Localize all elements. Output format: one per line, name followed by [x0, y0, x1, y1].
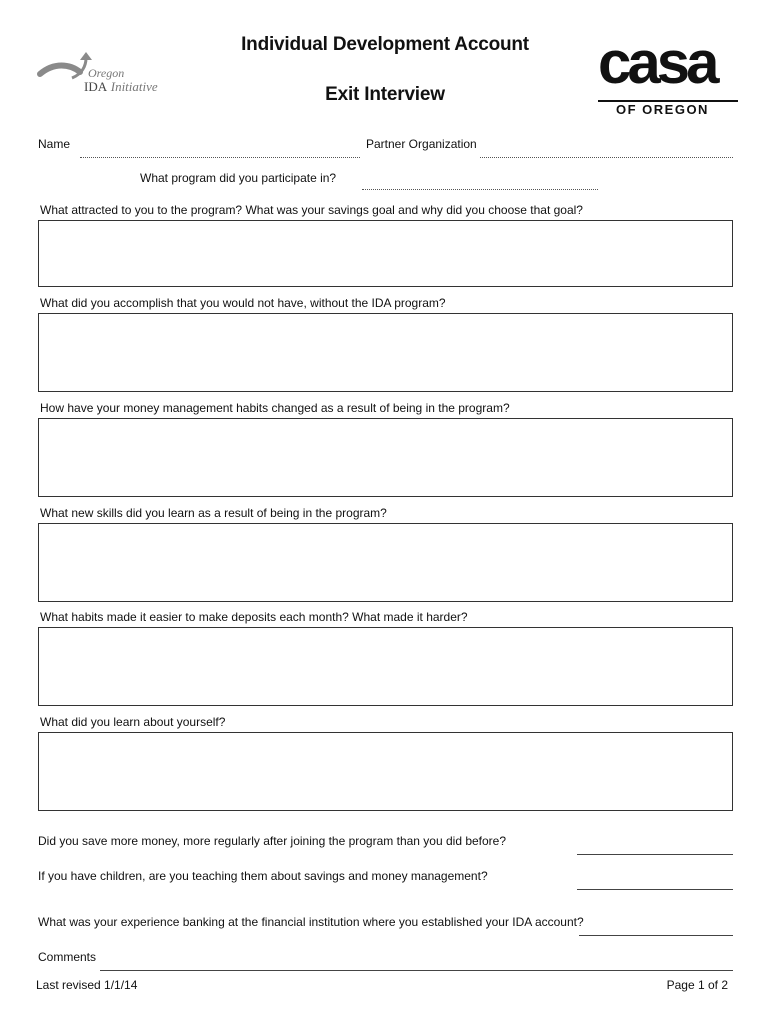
- question-label: What new skills did you learn as a result of being in the program?: [40, 506, 387, 520]
- answer-box[interactable]: [38, 220, 733, 287]
- answer-box[interactable]: [38, 627, 733, 706]
- answer-box[interactable]: [38, 418, 733, 497]
- question-label: What did you accomplish that you would not have, without the IDA program?: [40, 296, 446, 310]
- short-answer-line[interactable]: [579, 935, 733, 936]
- logo-ida-text: IDA: [84, 79, 108, 94]
- page-number: Page 1 of 2: [666, 978, 728, 992]
- name-field[interactable]: [80, 157, 360, 158]
- partner-organization-field[interactable]: [480, 157, 733, 158]
- short-answer-line[interactable]: [577, 854, 733, 855]
- document-subtitle: Exit Interview: [325, 84, 445, 105]
- answer-box[interactable]: [38, 313, 733, 392]
- question-label: How have your money management habits changed as a result of being in the program?: [40, 401, 510, 415]
- question-label: What habits made it easier to make deposits each month? What made it harder?: [40, 610, 468, 624]
- comments-line[interactable]: [100, 970, 733, 971]
- answer-box[interactable]: [38, 732, 733, 811]
- short-question-label: If you have children, are you teaching them about savings and money management?: [38, 869, 488, 883]
- program-field[interactable]: [362, 189, 598, 190]
- logo-oregon-text: Oregon: [88, 66, 125, 80]
- document-title: Individual Development Account: [241, 34, 529, 55]
- comments-label: Comments: [38, 950, 97, 964]
- short-answer-line[interactable]: [577, 889, 733, 890]
- answer-box[interactable]: [38, 523, 733, 602]
- question-label: What attracted to you to the program? What was your savings goal and why did you choose that goal?: [40, 203, 583, 217]
- casa-logo-sub: OF OREGON: [616, 102, 709, 117]
- short-question-label: Did you save more money, more regularly after joining the program than you did before?: [38, 834, 507, 848]
- logo-initiative-text: Initiative: [110, 79, 158, 94]
- short-question-label: What was your experience banking at the financial institution where you established your IDA account?: [38, 915, 584, 929]
- casa-logo: [598, 29, 738, 117]
- partner-organization-label: Partner Organization: [366, 137, 477, 151]
- casa-logo-word: casa: [598, 29, 716, 96]
- last-revised: Last revised 1/1/14: [36, 978, 138, 992]
- name-label: Name: [38, 137, 71, 151]
- program-label: What program did you participate in?: [140, 171, 337, 185]
- question-label: What did you learn about yourself?: [40, 715, 226, 729]
